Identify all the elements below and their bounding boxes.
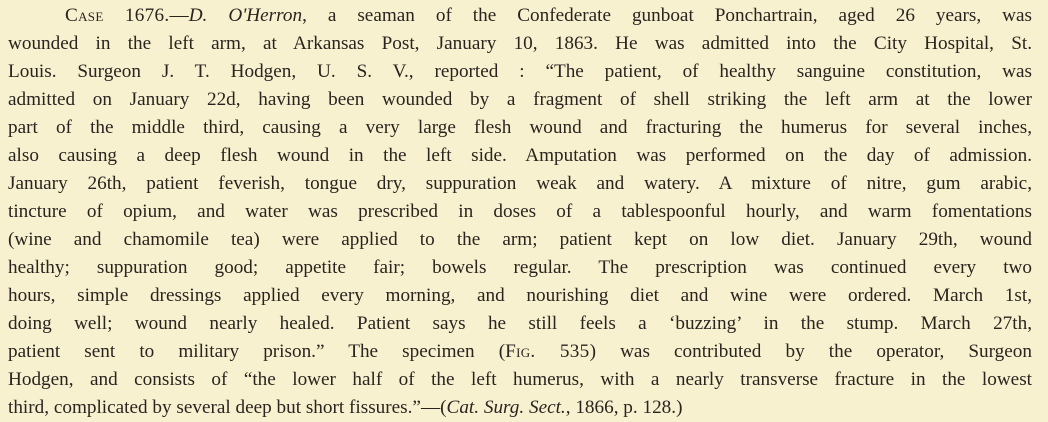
heading-dash: — xyxy=(169,5,189,26)
patient-name: D. O'Herron xyxy=(188,5,303,26)
text-line-4: admitted on January 22d, having been wounded by a fragment of shell striking the left arm at the lower xyxy=(8,89,1032,110)
text-line-9: (wine and chamomile tea) were applied to the arm; patient kept on low diet. January 29th, wound xyxy=(8,229,1032,250)
figure-reference: Fig. 535 xyxy=(505,341,590,362)
text-line-12: doing well; wound nearly healed. Patient says he still feels a ‘buzzing’ in the stump. March 27th, xyxy=(8,313,1032,334)
case-heading: Case 1676. xyxy=(65,5,170,26)
text-line-5: part of the middle third, causing a very large flesh wound and fracturing the humerus for several inches, xyxy=(8,117,1032,138)
text-line-10: healthy; suppuration good; appetite fair; bowels regular. The prescription was continued every two xyxy=(8,257,1032,278)
text-line-13-start: patient sent to military prison.” The specimen ( xyxy=(8,341,506,362)
citation-rest: , 1866, p. 128.) xyxy=(565,397,683,418)
citation-title: Cat. Surg. Sect. xyxy=(446,397,566,418)
text-line-6: also causing a deep flesh wound in the left side. Amputation was performed on the day of admission. xyxy=(8,145,1032,166)
text-line-11: hours, simple dressings applied every morning, and nourishing diet and wine were ordered. March 1st, xyxy=(8,285,1032,306)
text-line-7: January 26th, patient feverish, tongue dry, suppuration weak and watery. A mixture of nitre, gum arabic, xyxy=(8,173,1032,194)
text-line-1-rest: , a seaman of the Confederate gunboat Ponchartrain, aged 26 years, was xyxy=(302,5,1033,26)
text-line-15-start: third, complicated by several deep but short fissures.”—( xyxy=(8,397,447,418)
text-line-3: Louis. Surgeon J. T. Hodgen, U. S. V., reported : “The patient, of healthy sanguine constitution, was xyxy=(8,61,1032,82)
text-line-13-rest: ) was contributed by the operator, Surgeon xyxy=(589,341,1032,362)
text-line-1 xyxy=(65,2,1032,30)
text-line-8: tincture of opium, and water was prescribed in doses of a tablespoonful hourly, and warm fomentations xyxy=(8,201,1032,222)
text-line-13 xyxy=(8,338,1032,366)
text-line-14: Hodgen, and consists of “the lower half of the left humerus, with a nearly transverse fracture in the lowest xyxy=(8,369,1032,390)
text-line-2: wounded in the left arm, at Arkansas Post, January 10, 1863. He was admitted into the City Hospital, St. xyxy=(8,33,1032,54)
text-line-15 xyxy=(8,394,1032,422)
